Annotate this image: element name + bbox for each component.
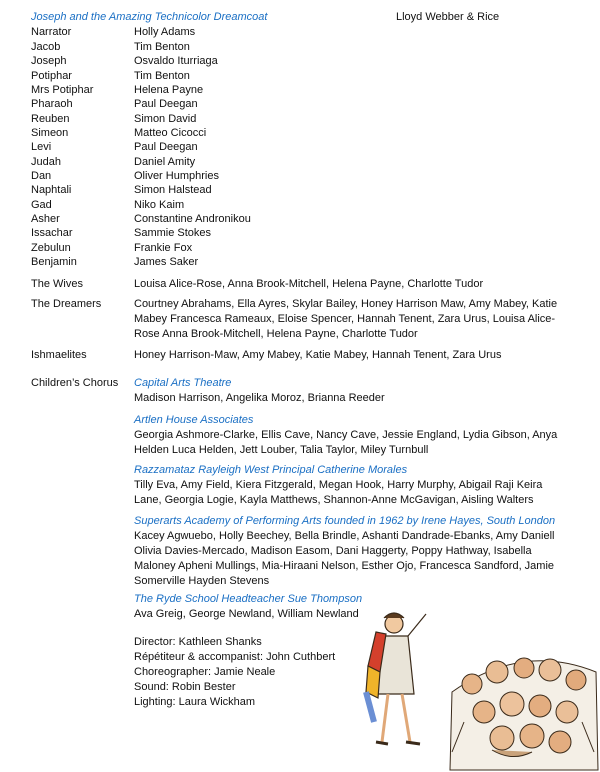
school-name: Capital Arts Theatre <box>134 377 232 389</box>
production-credits <box>134 635 335 710</box>
sound-credit: Sound: Robin Bester <box>134 681 236 693</box>
cast-role: Pharaoh <box>31 98 73 110</box>
cast-role: Judah <box>31 156 61 168</box>
school-members: Madison Harrison, Angelika Moroz, Brianna Reeder <box>134 392 385 404</box>
school-name: Superarts Academy of Performing Arts founded in 1962 by Irene Hayes, South London <box>134 515 556 527</box>
ishmaelites-label: Ishmaelites <box>31 349 87 361</box>
cast-actor: Paul Deegan <box>134 141 198 153</box>
cast-role: Potiphar <box>31 70 72 82</box>
cast-actor: Holly Adams <box>134 26 196 38</box>
cast-role: Simeon <box>31 127 69 139</box>
cast-role: Narrator <box>31 26 72 38</box>
school-name: Artlen House Associates <box>134 414 254 426</box>
cast-actor: Simon Halstead <box>134 184 212 196</box>
cast-role: Naphtali <box>31 184 72 196</box>
cast-role: Joseph <box>31 55 67 67</box>
cast-role: Issachar <box>31 227 73 239</box>
cast-actor: Constantine Andronikou <box>134 213 251 225</box>
wives-members: Louisa Alice-Rose, Anna Brook-Mitchell, Helena Payne, Charlotte Tudor <box>134 278 484 290</box>
school-members: Ava Greig, George Newland, William Newland <box>134 608 359 620</box>
cast-actor: Tim Benton <box>134 70 190 82</box>
joseph-figure <box>366 613 426 744</box>
cast-role: Levi <box>31 141 52 153</box>
school-members: Tilly Eva, Amy Field, Kiera Fitzgerald, Megan Hook, Harry Murphy, Abigail Raji Keira Lane, Georgia Logie, Kayla Matthews, Shannon-Anne McGavigan, Aisling Walters <box>134 479 543 506</box>
cast-actor: Osvaldo Iturriaga <box>134 55 218 67</box>
dreamers-members: Courtney Abrahams, Ella Ayres, Skylar Bailey, Honey Harrison Maw, Amy Mabey, Katie Mabey Francesca Rameaux, Eloise Spencer, Hannah Tenent, Zara Urus, Louisa Alice-Rose Anna Brook-Mitchell, Helena Payne, Charlotte Tudor <box>134 298 558 340</box>
school-members: Kacey Agwuebo, Holly Beechey, Bella Brindle, Ashanti Dandrade-Ebanks, Amy Daniell Olivia Davies-Mercado, Madison Easom, Dani Haggerty, Poppy Hathway, Isabella Maloney Apheni Mullings, Mia-Hiraani Nelson, Esther Ojo, Francesca Sandford, Jamie Somerville Hayden Stevens <box>134 530 555 587</box>
school-members: Georgia Ashmore-Clarke, Ellis Cave, Nancy Cave, Jessie England, Lydia Gibson, Anya Helden Luca Helden, Jett Louber, Talia Taylor, Miley Turnbull <box>134 429 558 456</box>
ishmaelites-members: Honey Harrison-Maw, Amy Mabey, Katie Mabey, Hannah Tenent, Zara Urus <box>134 349 502 361</box>
chorus-label: Children’s Chorus <box>31 377 119 389</box>
show-title: Joseph and the Amazing Technicolor Dreamcoat <box>31 11 268 23</box>
show-authors: Lloyd Webber & Rice <box>396 11 500 23</box>
lighting-credit: Lighting: Laura Wickham <box>134 696 256 708</box>
cast-actor: Daniel Amity <box>134 156 196 168</box>
chorus-school <box>134 413 574 458</box>
cast-role: Mrs Potiphar <box>31 84 94 96</box>
cast-actor: Tim Benton <box>134 41 190 53</box>
repetiteur-credit: Répétiteur & accompanist: John Cuthbert <box>134 651 336 663</box>
chorus-school <box>134 463 554 508</box>
wives-label: The Wives <box>31 278 83 290</box>
chorus-school <box>134 514 574 589</box>
cast-role: Zebulun <box>31 242 71 254</box>
brothers-group <box>450 658 598 770</box>
choreographer-credit: Choreographer: Jamie Neale <box>134 666 276 678</box>
cast-actor: James Saker <box>134 256 199 268</box>
cast-actor: Frankie Fox <box>134 242 193 254</box>
cartoon-illustration <box>352 602 600 772</box>
cast-actor: Sammie Stokes <box>134 227 212 239</box>
cast-actor: Matteo Cicocci <box>134 127 207 139</box>
cast-actor: Helena Payne <box>134 84 204 96</box>
cast-role: Asher <box>31 213 60 225</box>
cast-actor: Niko Kaim <box>134 199 185 211</box>
cast-role: Gad <box>31 199 52 211</box>
cast-role: Benjamin <box>31 256 77 268</box>
cast-actor: Oliver Humphries <box>134 170 219 182</box>
cast-actor: Simon David <box>134 113 197 125</box>
school-name: The Ryde School Headteacher Sue Thompson <box>134 593 363 605</box>
school-name: Razzamataz Rayleigh West Principal Catherine Morales <box>134 464 408 476</box>
dreamers-label: The Dreamers <box>31 298 102 310</box>
cast-actor: Paul Deegan <box>134 98 198 110</box>
cast-role: Dan <box>31 170 52 182</box>
cast-role: Reuben <box>31 113 70 125</box>
chorus-school <box>134 376 579 406</box>
cast-role: Jacob <box>31 41 61 53</box>
director-credit: Director: Kathleen Shanks <box>134 636 262 648</box>
